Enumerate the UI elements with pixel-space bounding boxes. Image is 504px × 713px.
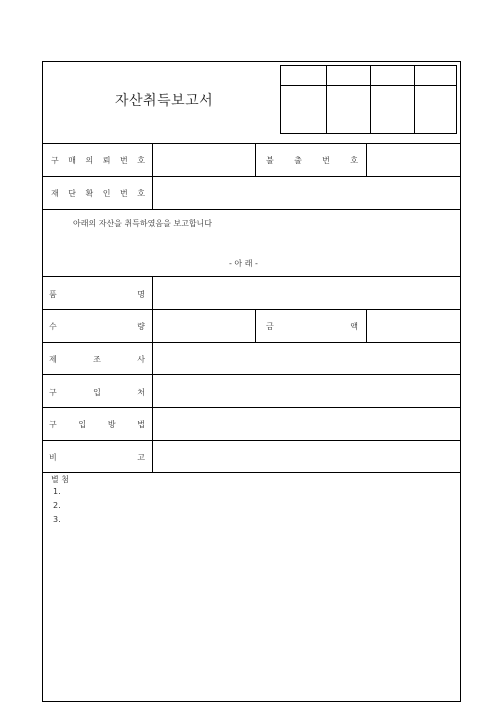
label-amount: 금 액 (266, 322, 358, 331)
attachment-item: 1. (53, 487, 61, 496)
attachments-heading: 별 첨 (51, 475, 69, 484)
row-line (42, 342, 461, 343)
label-item-name: 품 명 (49, 290, 145, 299)
row-line (42, 472, 461, 473)
row-line (42, 374, 461, 375)
col-line (366, 143, 367, 176)
col-line (152, 276, 153, 472)
col-line (152, 143, 153, 209)
label-purchase-request-no: 구 매 의 뢰 번 호 (51, 156, 145, 165)
col-line (255, 309, 256, 342)
row-line (42, 276, 461, 277)
label-issue-no: 불 출 번 호 (266, 156, 358, 165)
row-line (42, 143, 461, 144)
row-line (42, 309, 461, 310)
document-title: 자산취득보고서 (115, 93, 214, 109)
row-line (42, 209, 461, 210)
below-heading: - 아 래 - (229, 259, 258, 268)
report-text: 아래의 자산을 취득하였음을 보고합니다 (73, 219, 213, 228)
label-quantity: 수 량 (49, 322, 145, 331)
label-manufacturer: 제 조 사 (49, 355, 145, 364)
approval-divider-1 (326, 66, 327, 133)
label-remarks: 비 고 (49, 453, 145, 462)
label-vendor: 구 입 처 (49, 388, 145, 397)
approval-divider-3 (414, 66, 415, 133)
approval-divider-2 (370, 66, 371, 133)
approval-box (280, 65, 457, 134)
row-line (42, 407, 461, 408)
label-finance-confirm-no: 재 단 확 인 번 호 (51, 189, 145, 198)
row-line (42, 440, 461, 441)
attachment-item: 3. (53, 515, 61, 524)
col-line (366, 309, 367, 342)
attachment-item: 2. (53, 501, 61, 510)
label-purchase-method: 구 입 방 법 (49, 420, 145, 429)
col-line (255, 143, 256, 176)
approval-header-line (281, 85, 456, 86)
row-line (42, 176, 461, 177)
